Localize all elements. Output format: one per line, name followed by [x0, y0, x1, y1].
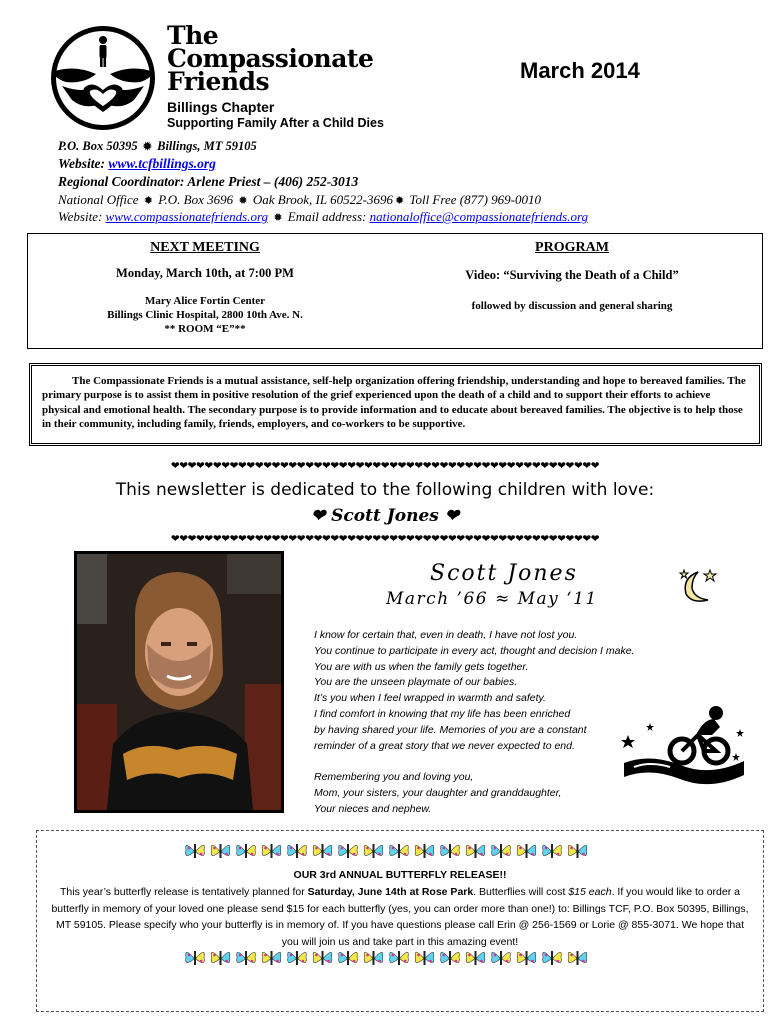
- meeting-date: Monday, March 10th, at 7:00 PM: [116, 266, 294, 280]
- butterfly-icon: [390, 951, 409, 965]
- national-email-link[interactable]: nationaloffice@compassionatefriends.org: [369, 209, 589, 224]
- butterfly-icon: [237, 951, 256, 965]
- butterfly-icon: [517, 951, 536, 965]
- butterfly-icon: [568, 844, 587, 858]
- butterfly-release-title: OUR 3rd ANNUAL BUTTERFLY RELEASE!!: [293, 869, 507, 881]
- flower-bullet-icon: ✹: [143, 195, 153, 207]
- hearts-divider-top: ❤❤❤❤❤❤❤❤❤❤❤❤❤❤❤❤❤❤❤❤❤❤❤❤❤❤❤❤❤❤❤❤❤❤❤❤❤❤❤❤❤❤❤❤❤❤❤❤❤❤❤: [170, 460, 600, 472]
- portrait-image: [77, 554, 281, 810]
- flower-bullet-icon: ✹: [142, 141, 152, 153]
- national-website-link[interactable]: www.compassionatefriends.org: [105, 209, 269, 224]
- program-title: Video: “Surviving the Death of a Child”: [465, 268, 679, 282]
- issue-date: March 2014: [520, 58, 640, 83]
- butterfly-icon: [441, 844, 460, 858]
- program-note: followed by discussion and general sharing: [471, 300, 673, 312]
- butterfly-icon: [186, 844, 205, 858]
- meeting-location: Mary Alice Fortin Center Billings Clinic Hospital, 2800 10th Ave. N. ** ROOM “E”**: [107, 295, 303, 335]
- cyclist-silhouette-icon: [620, 705, 748, 791]
- butterfly-icon: [364, 951, 383, 965]
- purpose-statement: The Compassionate Friends is a mutual assistance, self-help organization offering friendship, understanding and hope to bereaved families. The primary purpose is to assist them in positive resolution of the grief experienced upon the death of a child and to support their efforts to achieve physical and emotional health. The secondary purpose is to provide information and to educate about bereaved families. The objective is to help those in their community, including family, friends, employers, and co-workers to be supportive.: [42, 375, 746, 430]
- butterfly-icon: [339, 844, 358, 858]
- butterfly-icon: [492, 951, 511, 965]
- butterfly-icon: [415, 844, 434, 858]
- butterfly-border-bottom-icon: [180, 947, 592, 969]
- flower-bullet-icon: ✹: [394, 195, 405, 207]
- hearts-divider-bottom: ❤❤❤❤❤❤❤❤❤❤❤❤❤❤❤❤❤❤❤❤❤❤❤❤❤❤❤❤❤❤❤❤❤❤❤❤❤❤❤❤❤❤❤❤❤❤❤❤❤❤❤: [170, 533, 600, 545]
- butterfly-icon: [237, 844, 256, 858]
- butterfly-release-body: This year’s butterfly release is tentatively planned for Saturday, June 14th at Rose Park. Butterflies will cost $15 each. If you would like to order a butterfly in memory of your loved one please send $15 for each butterfly (yes, you can order more than one!) to: Billings TCF, P.O. Box 50395, Billings, MT 59105. Please specify who your butterfly is in memory of. If you have questions please call Erin @ 256-1569 or Lorie @ 855-3071. We hope that you will join us and take part in this amazing event!: [51, 886, 749, 948]
- flower-bullet-icon: ✹: [273, 212, 283, 224]
- dedication-name: ❤ Scott Jones ❤: [310, 506, 460, 526]
- butterfly-icon: [262, 951, 281, 965]
- chapter-website-link[interactable]: www.tcfbillings.org: [108, 156, 216, 171]
- butterfly-icon: [466, 951, 485, 965]
- butterfly-icon: [211, 951, 230, 965]
- moon-stars-icon: [676, 566, 720, 606]
- tagline: Supporting Family After a Child Dies: [167, 116, 384, 130]
- memorial-photo: [74, 551, 284, 813]
- butterfly-icon: [364, 844, 383, 858]
- national-website: Website: www.compassionatefriends.org ✹ Email address: nationaloffice@compassionatefriends.org: [58, 209, 589, 224]
- compassionate-friends-logo: [44, 24, 162, 132]
- memorial-dates: March ’66 ≈ May ‘11: [386, 589, 598, 609]
- butterfly-icon: [211, 844, 230, 858]
- national-office: National Office ✹ P.O. Box 3696 ✹ Oak Brook, IL 60522-3696 ✹ Toll Free (877) 969-0010: [58, 192, 541, 207]
- butterfly-icon: [313, 951, 332, 965]
- butterfly-icon: [441, 951, 460, 965]
- regional-coordinator: Regional Coordinator: Arlene Priest – (406) 252-3013: [58, 174, 359, 189]
- memorial-name: Scott Jones: [430, 561, 578, 586]
- butterfly-icon: [339, 951, 358, 965]
- butterfly-icon: [466, 844, 485, 858]
- memorial-poem: I know for certain that, even in death, I have not lost you. You continue to participate in every act, thought and decision I make. You are with us when the family gets together. You are the unseen playmate of our babies. It’s you when I feel wrapped in warmth and safety. I find comfort in knowing that my life has been enriched by having shared your life. Memories of you are a constant reminder of a great story that we never expected to end. Remembering you and loving you, Mom, your sisters, your daughter and granddaughter, Your nieces and nephew.: [314, 629, 635, 815]
- butterfly-icon: [313, 844, 332, 858]
- next-meeting-column: [28, 240, 382, 336]
- chapter-address: P.O. Box 50395 ✹ Billings, MT 59105: [58, 139, 257, 153]
- butterfly-border-top-icon: [180, 840, 592, 862]
- butterfly-icon: [288, 951, 307, 965]
- butterfly-icon: [288, 844, 307, 858]
- purpose-statement-box: [29, 363, 762, 446]
- butterfly-icon: [390, 844, 409, 858]
- meeting-program-box: [27, 233, 763, 349]
- butterfly-icon: [186, 951, 205, 965]
- organization-title: The Compassionate Friends: [167, 21, 374, 96]
- butterfly-icon: [517, 844, 536, 858]
- butterfly-icon: [543, 951, 562, 965]
- chapter-name: Billings Chapter: [167, 99, 275, 115]
- butterfly-icon: [543, 844, 562, 858]
- program-heading: PROGRAM: [535, 240, 609, 255]
- butterfly-icon: [262, 844, 281, 858]
- program-column: [382, 240, 762, 313]
- next-meeting-heading: NEXT MEETING: [150, 240, 260, 255]
- chapter-website: Website: www.tcfbillings.org: [58, 156, 216, 171]
- butterfly-icon: [568, 951, 587, 965]
- butterfly-icon: [492, 844, 511, 858]
- dedication-text: This newsletter is dedicated to the following children with love:: [115, 480, 655, 500]
- butterfly-icon: [415, 951, 434, 965]
- flower-bullet-icon: ✹: [238, 195, 248, 207]
